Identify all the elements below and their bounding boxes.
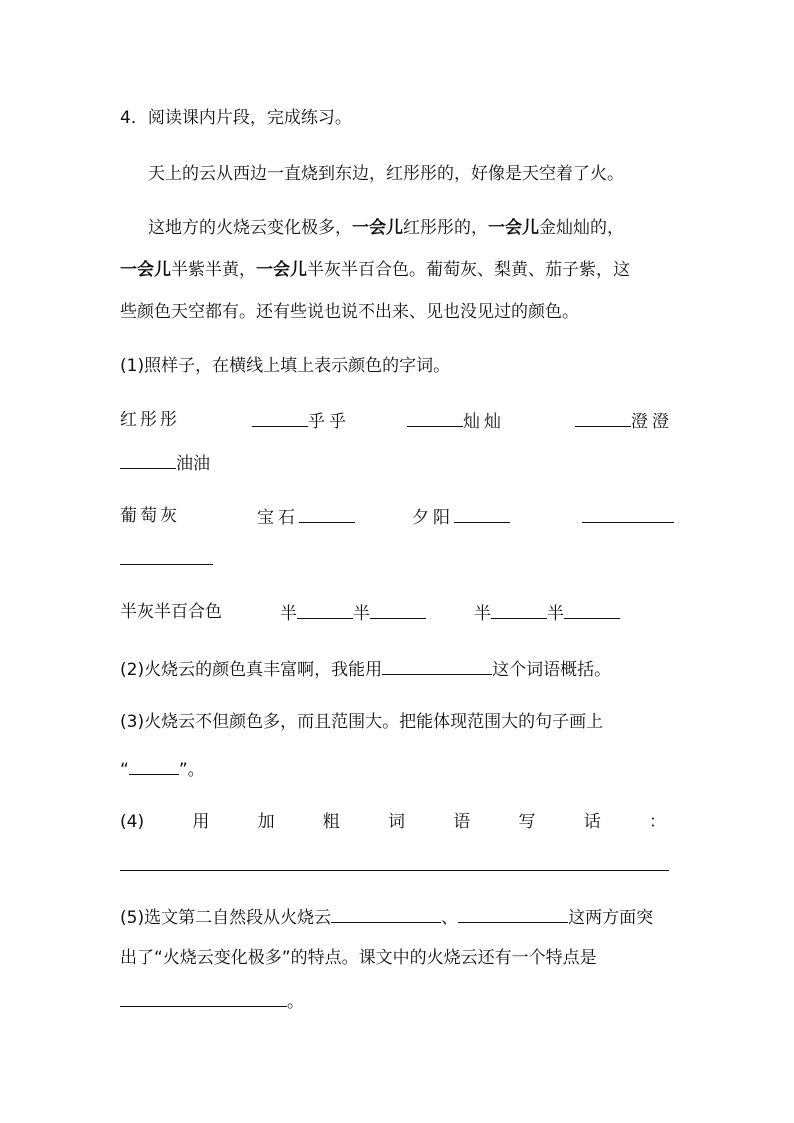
- q4-answer-line: [120, 852, 669, 878]
- question-header: [120, 106, 352, 130]
- q5-text: (5)选文第二自然段从火烧云: [120, 908, 332, 928]
- passage-paragraph-2-line-2: [120, 258, 630, 282]
- answer-blank[interactable]: [575, 408, 631, 427]
- example-word: 葡萄灰: [120, 506, 180, 526]
- q3-line-2: [120, 756, 205, 782]
- q1-row-2-item-2: [257, 504, 355, 530]
- suffix-word: 澄澄: [631, 412, 673, 432]
- bold-word: 一会儿: [256, 260, 307, 280]
- passage-text: 天上的云从西边一直烧到东边，红彤彤的，好像是天空着了火。: [148, 164, 624, 184]
- q4-char: 写: [518, 812, 536, 832]
- q1-row-2-item-4: [582, 504, 674, 530]
- bold-word: 一会儿: [488, 218, 539, 238]
- suffix-word: 油油: [176, 454, 210, 474]
- q4-char: 加: [257, 812, 275, 832]
- q1-row-3: [120, 600, 222, 624]
- q5-text: 出了“火烧云变化极多”的特点。课文中的火烧云还有一个特点是: [120, 948, 597, 968]
- passage-text: 这地方的火烧云变化极多，: [148, 218, 352, 238]
- example-word: 红彤彤: [120, 410, 180, 430]
- q1-row-2-item-5: [120, 546, 213, 572]
- q1-row-3-item-3: [474, 600, 620, 626]
- q5-text: 这两方面突: [568, 908, 654, 928]
- answer-blank[interactable]: [382, 656, 492, 675]
- q5-line-3: [120, 988, 304, 1014]
- answer-blank[interactable]: [120, 450, 176, 469]
- prefix-word: 夕阳: [412, 508, 454, 528]
- question-number: 4．: [120, 108, 148, 128]
- q4-char: 话: [583, 812, 601, 832]
- q5-text: 、: [441, 908, 459, 928]
- answer-blank[interactable]: [299, 504, 355, 523]
- answer-blank[interactable]: [407, 408, 463, 427]
- answer-blank[interactable]: [129, 756, 179, 775]
- q1-row-3-item-2: [280, 600, 426, 626]
- passage-text: 半紫半黄，: [171, 260, 256, 280]
- q3-line-1: [120, 710, 603, 734]
- q1-row-2: [120, 504, 180, 528]
- answer-blank[interactable]: [564, 600, 620, 619]
- q1-row-2-item-3: [412, 504, 510, 530]
- question-title: 阅读课内片段，完成练习。: [147, 108, 352, 128]
- q1-row-1-item-3: [407, 408, 505, 434]
- half-char: 半: [353, 604, 370, 624]
- q1-prompt: [120, 354, 450, 378]
- answer-blank[interactable]: [297, 600, 353, 619]
- q1-row-1-item-5: [120, 450, 210, 476]
- q2-text: (2)火烧云的颜色真丰富啊，我能用: [120, 660, 383, 680]
- answer-blank[interactable]: [331, 904, 441, 923]
- q4-char: 用: [192, 812, 210, 832]
- q5-line-1: [120, 904, 653, 930]
- passage-text: 金灿灿的，: [539, 218, 624, 238]
- quote-mark: “: [120, 760, 129, 780]
- answer-blank[interactable]: [120, 852, 669, 871]
- suffix-word: 灿灿: [463, 412, 505, 432]
- passage-text: 些颜色天空都有。还有些说也说不出来、见也没见过的颜色。: [120, 302, 579, 322]
- answer-blank[interactable]: [454, 504, 510, 523]
- q4-label: (4): [120, 812, 145, 832]
- bold-word: 一会儿: [352, 218, 403, 238]
- answer-blank[interactable]: [491, 600, 547, 619]
- bold-word: 一会儿: [120, 260, 171, 280]
- passage-text: 半灰半百合色。葡萄灰、梨黄、茄子紫，这: [307, 260, 630, 280]
- q4-char: 词: [388, 812, 406, 832]
- q5-line-2: [120, 946, 597, 970]
- answer-blank[interactable]: [252, 408, 308, 427]
- q1-row-1-item-4: [575, 408, 673, 434]
- suffix-word: 乎乎: [308, 412, 350, 432]
- q5-text: 。: [287, 992, 304, 1012]
- quote-mark: ”。: [178, 760, 205, 780]
- passage-paragraph-2-line-3: [120, 300, 579, 324]
- half-char: 半: [280, 604, 297, 624]
- answer-blank[interactable]: [120, 988, 287, 1007]
- answer-blank[interactable]: [458, 904, 568, 923]
- passage-paragraph-2-line-1: [148, 216, 624, 240]
- passage-text: 红彤彤的，: [403, 218, 488, 238]
- q1-row-1: [120, 408, 180, 432]
- q4-char: ：: [648, 812, 666, 832]
- prefix-word: 宝石: [257, 508, 299, 528]
- q4-char: 粗: [322, 812, 340, 832]
- answer-blank[interactable]: [370, 600, 426, 619]
- q1-row-1-item-2: [252, 408, 350, 434]
- passage-paragraph-1: [148, 162, 624, 186]
- answer-blank[interactable]: [120, 546, 213, 565]
- q2-text: 这个词语概括。: [492, 660, 612, 680]
- q1-prompt-text: (1)照样子，在横线上填上表示颜色的字词。: [120, 356, 451, 376]
- answer-blank[interactable]: [582, 504, 674, 523]
- example-word: 半灰半百合色: [120, 602, 222, 622]
- half-char: 半: [474, 604, 491, 624]
- half-char: 半: [547, 604, 564, 624]
- q2: [120, 656, 611, 682]
- q3-text: (3)火烧云不但颜色多，而且范围大。把能体现范围大的句子画上: [120, 712, 604, 732]
- q4-row: [120, 810, 666, 834]
- q4-char: 语: [453, 812, 471, 832]
